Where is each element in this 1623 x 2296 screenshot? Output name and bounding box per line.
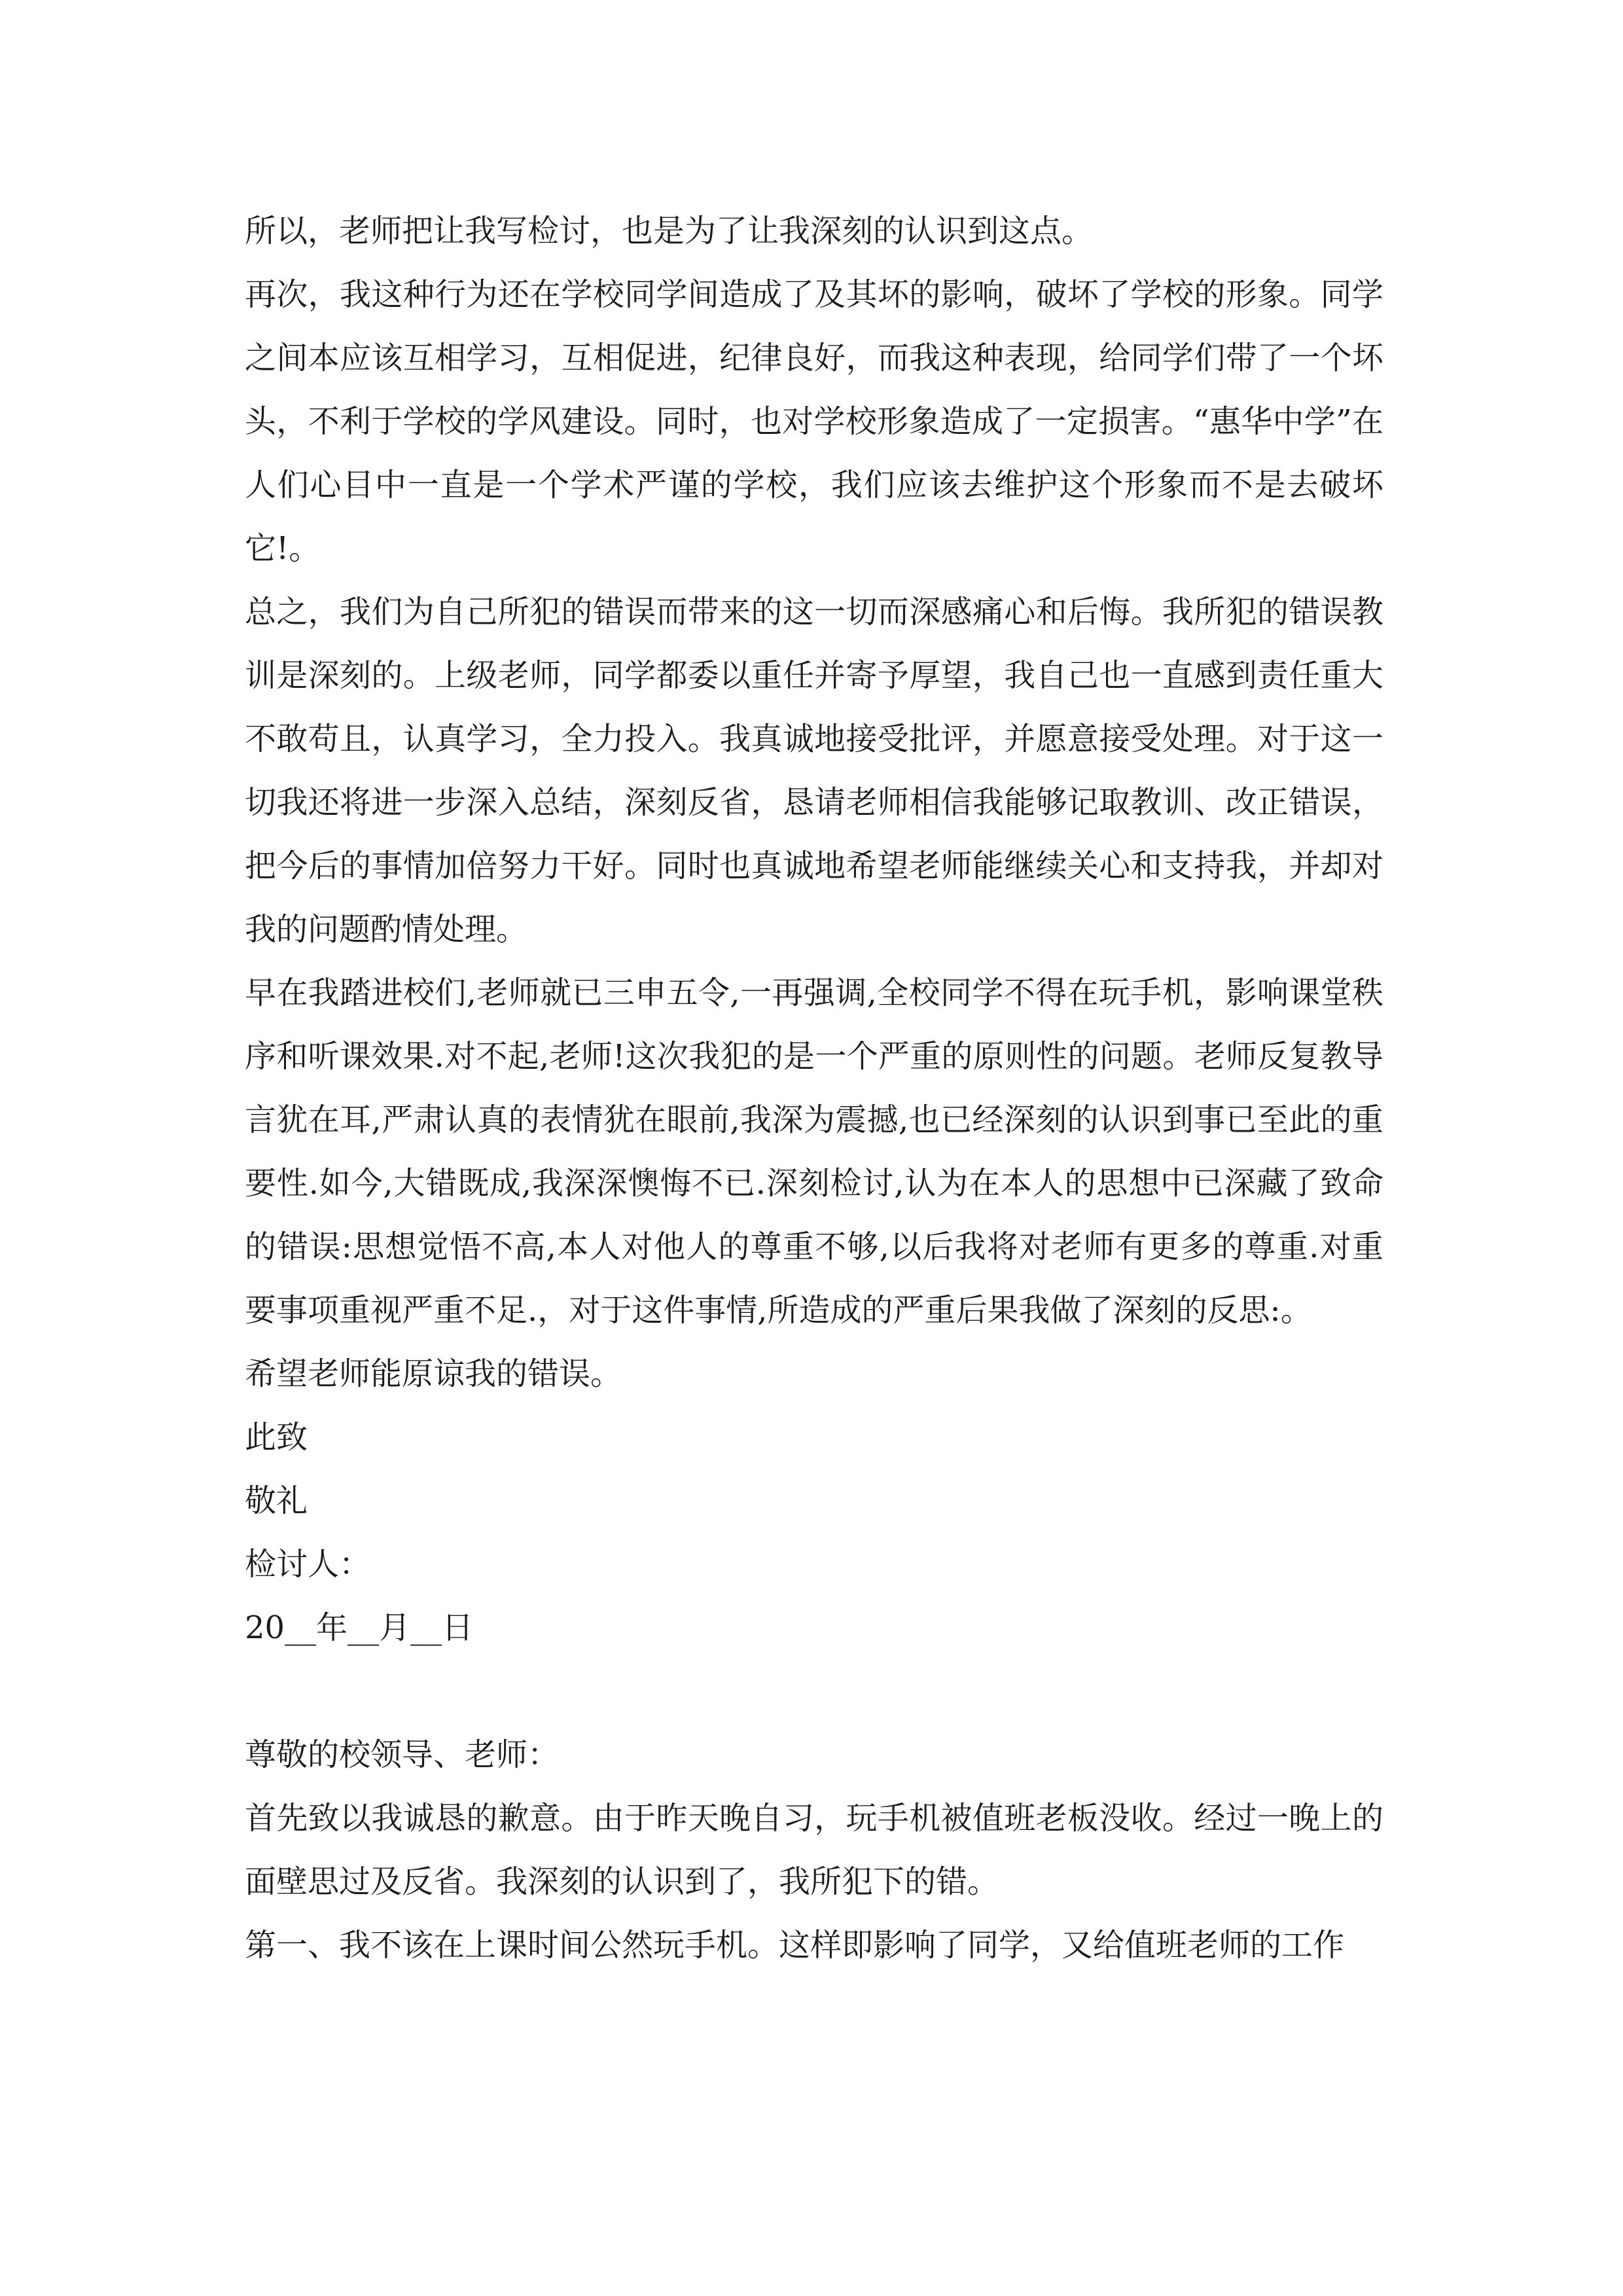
signature-label: 检讨人： (245, 1546, 371, 1583)
closing-jingli: 敬礼 (245, 1482, 308, 1519)
paragraph-summary: 总之，我们为自己所犯的错误而带来的这一切而深感痛心和后悔。我所犯的错误教训是深刻的。上级老师，同学都委以重任并寄予厚望，我自己也一直感到责任重大不敢苟且，认真学习，全力投入。我真诚地接受批评，并愿意接受处理。对于这一切我还将进一步深入总结，深刻反省，恳请老师相信我能够记取教训、改正错误，把今后的事情加倍努力干好。同时也真诚地希望老师能继续关心和支持我，并却对我的问题酌情处理。 (245, 594, 1383, 948)
paragraph-school-image: 再次，我这种行为还在学校同学间造成了及其坏的影响，破坏了学校的形象。同学之间本应该互相学习，互相促进，纪律良好，而我这种表现，给同学们带了一个坏头，不利于学校的学风建设。同时，也对学校形象造成了一定损害。“惠华中学”在人们心目中一直是一个学术严谨的学校，我们应该去维护这个形象而不是去破坏它!。 (245, 276, 1383, 567)
letter2-paragraph-first-point: 第一、我不该在上课时间公然玩手机。这样即影响了同学，又给值班老师的工作 (245, 1927, 1345, 1964)
paragraph-conclusion-line: 所以，老师把让我写检讨，也是为了让我深刻的认识到这点。 (245, 213, 1094, 249)
date-line: 20__年__月__日 (245, 1609, 474, 1646)
document-body (245, 200, 1383, 1977)
paragraph-hope-forgiveness: 希望老师能原谅我的错误。 (245, 1355, 622, 1392)
letter2-paragraph-apology: 首先致以我诚恳的歉意。由于昨天晚自习，玩手机被值班老板没收。经过一晚上的面壁思过及反省。我深刻的认识到了，我所犯下的错。 (245, 1800, 1383, 1900)
letter2-salutation: 尊敬的校领导、老师： (245, 1736, 560, 1773)
paragraph-phone-rule: 早在我踏进校们,老师就已三申五令,一再强调,全校同学不得在玩手机，影响课堂秩序和听课效果.对不起,老师!这次我犯的是一个严重的原则性的问题。老师反复教导言犹在耳,严肃认真的表情犹在眼前,我深为震撼,也已经深刻的认识到事已至此的重要性.如今,大错既成,我深深懊悔不已.深刻检讨,认为在本人的思想中已深藏了致命的错误:思想觉悟不高,本人对他人的尊重不够,以后我将对老师有更多的尊重.对重要事项重视严重不足.，对于这件事情,所造成的严重后果我做了深刻的反思:。 (245, 975, 1383, 1329)
closing-cizhi: 此致 (245, 1419, 308, 1456)
section-gap (245, 1660, 1383, 1723)
